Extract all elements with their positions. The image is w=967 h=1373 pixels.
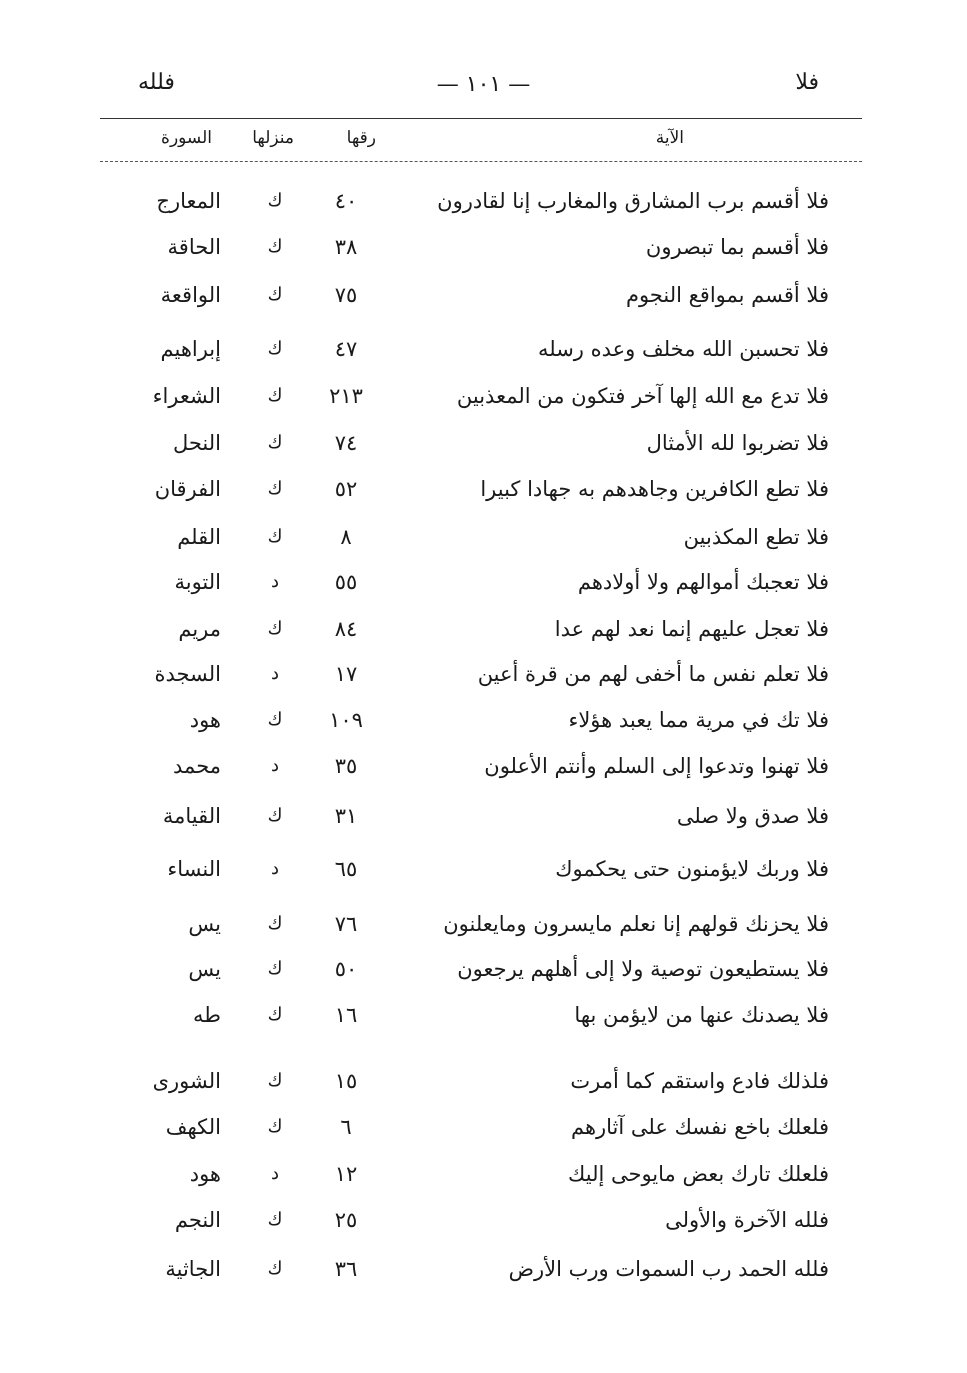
verse-number: ٧٥ bbox=[334, 283, 358, 307]
sura-name: هود bbox=[189, 1162, 221, 1186]
aya-text: فلا تك في مرية مما يعبد هؤلاء bbox=[568, 708, 829, 732]
aya-text: فلذلك فادع واستقم كما أمرت bbox=[570, 1069, 829, 1093]
table-row bbox=[0, 224, 967, 270]
table-row bbox=[0, 420, 967, 466]
table-row bbox=[0, 559, 967, 605]
aya-text: فلا تهنوا وتدعوا إلى السلم وأنتم الأعلون bbox=[484, 754, 829, 778]
sura-name: يس bbox=[188, 912, 221, 936]
sura-name: طه bbox=[193, 1003, 221, 1027]
verse-number: ٥٥ bbox=[334, 570, 358, 594]
aya-text: فلا تعجبك أموالهم ولا أولادهم bbox=[577, 570, 829, 594]
table-row bbox=[0, 1197, 967, 1243]
verse-number: ٣١ bbox=[334, 804, 358, 828]
verse-number: ١٢ bbox=[334, 1162, 358, 1186]
revelation-place: د bbox=[270, 858, 279, 879]
table-row bbox=[0, 1104, 967, 1150]
revelation-place: ك bbox=[267, 1070, 283, 1091]
sura-name: التوبة bbox=[174, 570, 221, 594]
verse-number: ١٧ bbox=[334, 662, 358, 686]
sura-name: القلم bbox=[177, 525, 221, 549]
revelation-place: ك bbox=[267, 432, 283, 453]
header-rule bbox=[100, 118, 862, 119]
sura-name: المعارج bbox=[156, 189, 221, 213]
revelation-place: د bbox=[270, 571, 279, 592]
table-row bbox=[0, 178, 967, 224]
table-row bbox=[0, 1246, 967, 1292]
revelation-place: ك bbox=[267, 338, 283, 359]
aya-text: فلا تعلم نفس ما أخفى لهم من قرة أعين bbox=[477, 662, 829, 686]
aya-text: فلا تضربوا لله الأمثال bbox=[646, 431, 829, 455]
revelation-place: ك bbox=[267, 805, 283, 826]
sura-name: الشورى bbox=[152, 1069, 221, 1093]
verse-number: ٧٦ bbox=[334, 912, 358, 936]
verse-number: ٧٤ bbox=[334, 431, 358, 455]
table-row bbox=[0, 697, 967, 743]
aya-text: فلا أقسم بمواقع النجوم bbox=[625, 283, 829, 307]
verse-number: ٢٥ bbox=[334, 1208, 358, 1232]
table-row bbox=[0, 743, 967, 789]
revelation-place: ك bbox=[267, 478, 283, 499]
column-header-number: رقها bbox=[346, 128, 376, 148]
revelation-place: ك bbox=[267, 1258, 283, 1279]
aya-text: فلا تطع الكافرين وجاهدهم به جهادا كبيرا bbox=[480, 477, 829, 501]
table-row bbox=[0, 466, 967, 512]
aya-text: فلا تعجل عليهم إنما نعد لهم عدا bbox=[554, 617, 829, 641]
sura-name: يس bbox=[188, 957, 221, 981]
sura-name: الواقعة bbox=[160, 283, 221, 307]
revelation-place: ك bbox=[267, 1209, 283, 1230]
revelation-place: د bbox=[270, 663, 279, 684]
aya-text: فلله الحمد رب السموات ورب الأرض bbox=[508, 1257, 829, 1281]
verse-number: ٣٥ bbox=[334, 754, 358, 778]
revelation-place: ك bbox=[267, 1004, 283, 1025]
aya-text: فلا تحسبن الله مخلف وعده رسله bbox=[538, 337, 829, 361]
verse-number: ٦ bbox=[340, 1115, 352, 1139]
verse-number: ١٥ bbox=[334, 1069, 358, 1093]
column-header-sura: السورة bbox=[161, 128, 212, 148]
sura-name: هود bbox=[189, 708, 221, 732]
verse-number: ٤٧ bbox=[334, 337, 358, 361]
verse-number: ٨ bbox=[340, 525, 352, 549]
aya-text: فلعلك تارك بعض مايوحى إليك bbox=[568, 1162, 829, 1186]
table-row bbox=[0, 272, 967, 318]
column-header-place: منزلها bbox=[252, 128, 294, 148]
table-row bbox=[0, 514, 967, 560]
sura-name: الشعراء bbox=[152, 384, 221, 408]
verse-number: ٨٤ bbox=[334, 617, 358, 641]
table-row bbox=[0, 793, 967, 839]
sura-name: الجاثية bbox=[165, 1257, 221, 1281]
sura-name: القيامة bbox=[162, 804, 221, 828]
aya-text: فلا يصدنك عنها من لايؤمن بها bbox=[574, 1003, 829, 1027]
verse-number: ١٦ bbox=[334, 1003, 358, 1027]
running-header-left: فلله bbox=[138, 70, 175, 95]
revelation-place: ك bbox=[267, 618, 283, 639]
column-header-aya: الآية bbox=[655, 128, 684, 148]
verse-number: ٢١٣ bbox=[329, 384, 363, 408]
revelation-place: د bbox=[270, 1163, 279, 1184]
sura-name: الكهف bbox=[165, 1115, 221, 1139]
verse-number: ٤٠ bbox=[334, 189, 358, 213]
sura-name: محمد bbox=[173, 754, 221, 778]
aya-text: فلا تدع مع الله إلها آخر فتكون من المعذبين bbox=[456, 384, 829, 408]
verse-number: ٣٨ bbox=[334, 235, 358, 259]
revelation-place: د bbox=[270, 755, 279, 776]
table-row bbox=[0, 992, 967, 1038]
aya-text: فلا تطع المكذبين bbox=[683, 525, 829, 549]
aya-text: فلا يحزنك قولهم إنا نعلم مايسرون ومايعلنون bbox=[443, 912, 829, 936]
table-row bbox=[0, 651, 967, 697]
revelation-place: ك bbox=[267, 526, 283, 547]
revelation-place: ك bbox=[267, 913, 283, 934]
sura-name: النجم bbox=[174, 1208, 221, 1232]
aya-text: فلا أقسم بما تبصرون bbox=[645, 235, 829, 259]
verse-number: ١٠٩ bbox=[329, 708, 363, 732]
verse-number: ٣٦ bbox=[334, 1257, 358, 1281]
sura-name: النحل bbox=[172, 431, 221, 455]
revelation-place: ك bbox=[267, 284, 283, 305]
table-row bbox=[0, 846, 967, 892]
sura-name: السجدة bbox=[154, 662, 221, 686]
table-row bbox=[0, 1058, 967, 1104]
aya-text: فلا وربك لايؤمنون حتى يحكموك bbox=[555, 857, 829, 881]
revelation-place: ك bbox=[267, 236, 283, 257]
table-row bbox=[0, 606, 967, 652]
page-number: — ١٠١ — bbox=[436, 72, 531, 97]
sura-name: الحاقة bbox=[167, 235, 221, 259]
sura-name: الفرقان bbox=[154, 477, 221, 501]
table-row bbox=[0, 373, 967, 419]
revelation-place: ك bbox=[267, 958, 283, 979]
column-header-rule bbox=[100, 161, 862, 162]
aya-text: فلعلك باخع نفسك على آثارهم bbox=[570, 1115, 829, 1139]
sura-name: النساء bbox=[167, 857, 221, 881]
sura-name: إبراهيم bbox=[160, 337, 221, 361]
verse-number: ٥٠ bbox=[334, 957, 358, 981]
table-row bbox=[0, 901, 967, 947]
revelation-place: ك bbox=[267, 709, 283, 730]
aya-text: فلله الآخرة والأولى bbox=[665, 1208, 829, 1232]
revelation-place: ك bbox=[267, 190, 283, 211]
aya-text: فلا يستطيعون توصية ولا إلى أهلهم يرجعون bbox=[457, 957, 829, 981]
verse-number: ٦٥ bbox=[334, 857, 358, 881]
revelation-place: ك bbox=[267, 1116, 283, 1137]
revelation-place: ك bbox=[267, 385, 283, 406]
aya-text: فلا صدق ولا صلى bbox=[676, 804, 829, 828]
table-row bbox=[0, 946, 967, 992]
sura-name: مريم bbox=[178, 617, 221, 641]
verse-number: ٥٢ bbox=[334, 477, 358, 501]
running-header-right: فلا bbox=[795, 70, 819, 95]
aya-text: فلا أقسم برب المشارق والمغارب إنا لقادرون bbox=[437, 189, 829, 213]
table-row bbox=[0, 326, 967, 372]
table-row bbox=[0, 1151, 967, 1197]
